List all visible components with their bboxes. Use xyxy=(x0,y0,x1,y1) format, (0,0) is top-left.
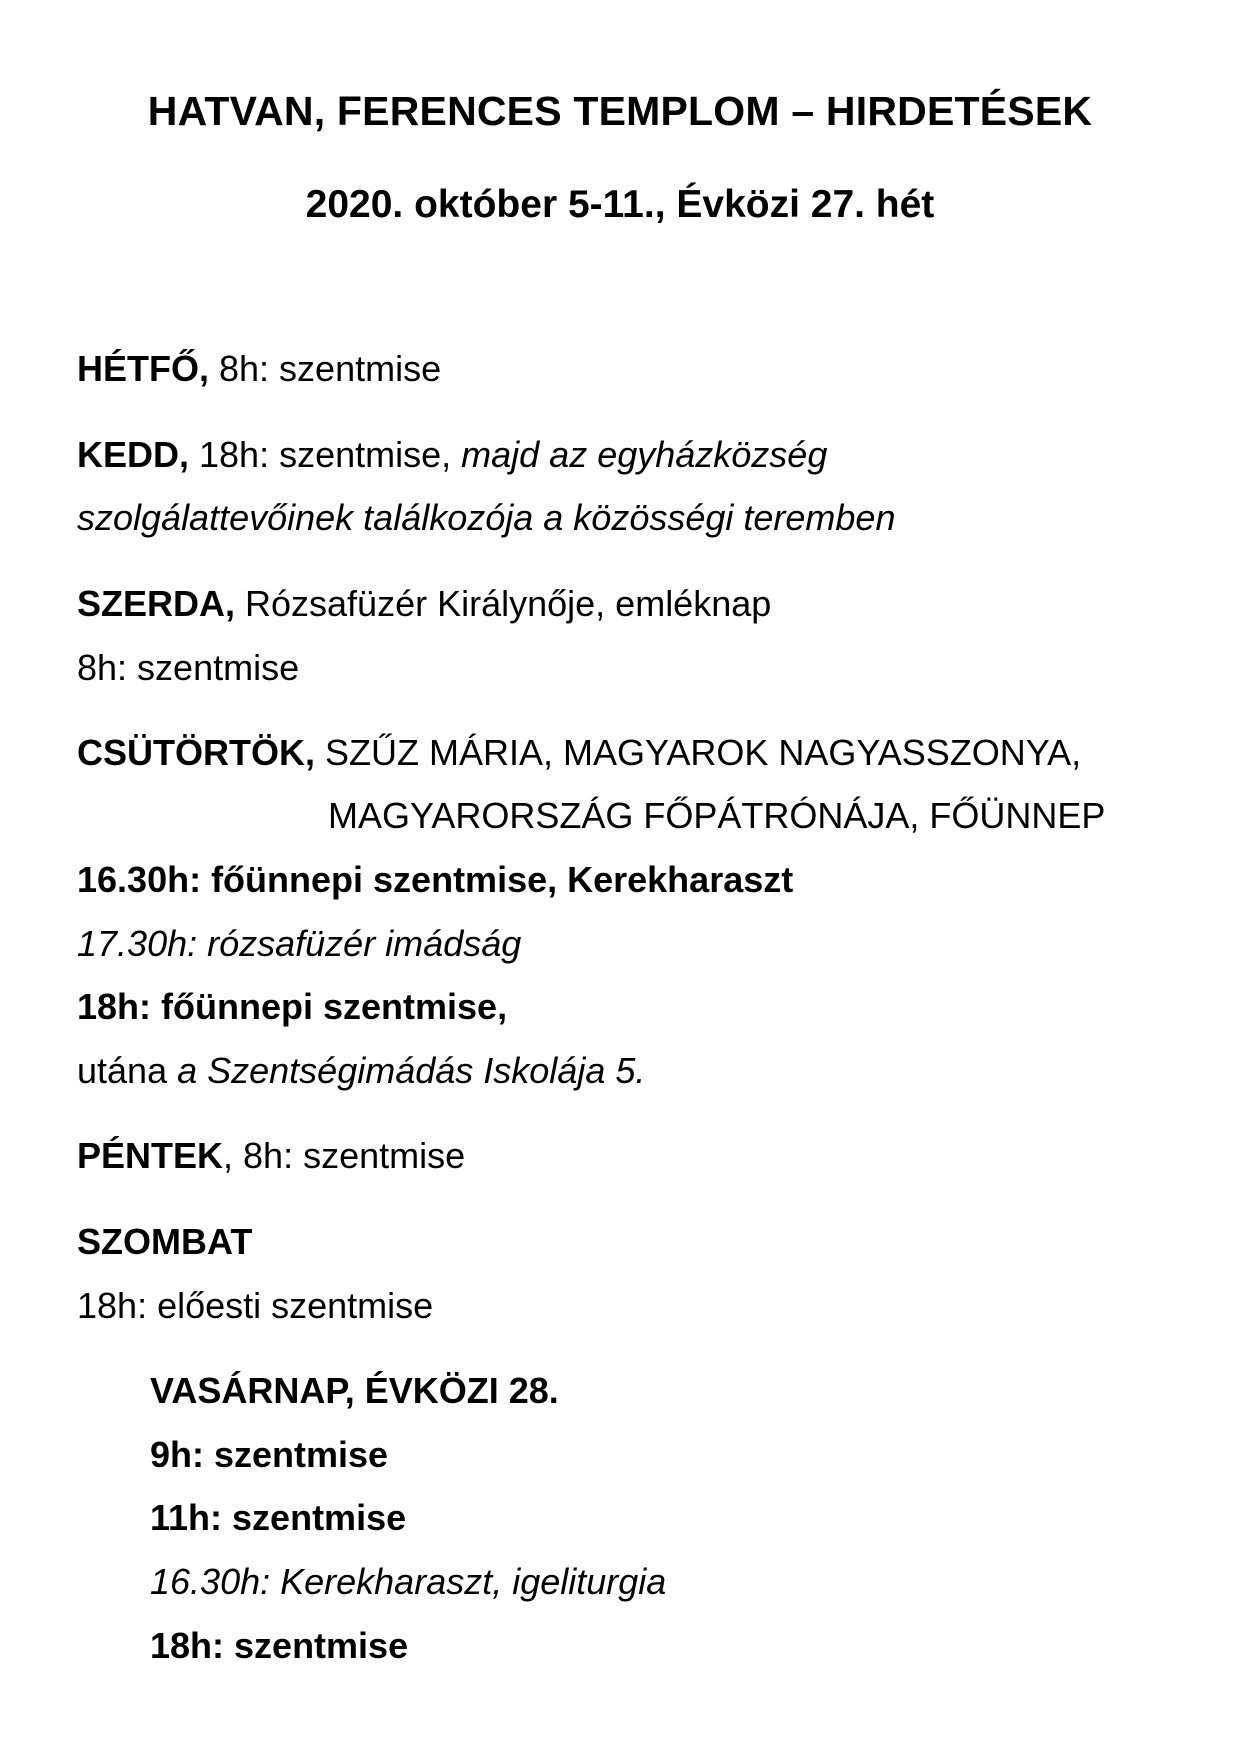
sunday-mass-1 xyxy=(150,1434,389,1475)
thursday-mass-2-text: 18h: főünnepi szentmise, xyxy=(77,986,508,1027)
thursday-after-plain: utána xyxy=(77,1050,168,1091)
saturday-mass: 18h: előesti szentmise xyxy=(77,1285,434,1326)
tuesday-day: KEDD, xyxy=(77,434,190,475)
sunday-mass-2 xyxy=(150,1497,407,1538)
monday-text: 8h: szentmise xyxy=(209,348,442,389)
sunday-day: VASÁRNAP, ÉVKÖZI 28. xyxy=(150,1370,559,1411)
tuesday-italic-1: majd az egyházközség xyxy=(451,434,828,475)
wednesday-line xyxy=(77,583,772,624)
thursday-feast-2: MAGYARORSZÁG FŐPÁTRÓNÁJA, FŐÜNNEP xyxy=(328,795,1106,836)
sunday-mass-3 xyxy=(150,1625,409,1666)
sunday-line xyxy=(150,1370,559,1411)
sunday-mass-2-text: 11h: szentmise xyxy=(150,1497,407,1538)
tuesday-line-2 xyxy=(77,497,896,538)
thursday-after-italic: a Szentségimádás Iskolája 5. xyxy=(167,1050,646,1091)
thursday-mass-1-text: 16.30h: főünnepi szentmise, Kerekharaszt xyxy=(77,859,794,900)
thursday-rosary-text: 17.30h: rózsafüzér imádság xyxy=(77,923,522,964)
monday-day: HÉTFŐ, xyxy=(77,348,209,389)
sunday-mass-3-text: 18h: szentmise xyxy=(150,1625,409,1666)
saturday-day: SZOMBAT xyxy=(77,1221,253,1262)
thursday-line xyxy=(77,732,1082,773)
thursday-mass-1 xyxy=(77,859,794,900)
friday-day: PÉNTEK xyxy=(77,1135,224,1176)
page-subtitle: 2020. október 5-11., Évközi 27. hét xyxy=(305,183,935,226)
thursday-after xyxy=(77,1050,646,1091)
wednesday-mass: 8h: szentmise xyxy=(77,647,300,688)
tuesday-italic-2: szolgálattevőinek találkozója a közösségi teremben xyxy=(77,497,896,538)
saturday-line xyxy=(77,1221,253,1262)
thursday-mass-2 xyxy=(77,986,508,1027)
sunday-mass-1-text: 9h: szentmise xyxy=(150,1434,389,1475)
thursday-feast-1: SZŰZ MÁRIA, MAGYAROK NAGYASSZONYA, xyxy=(315,732,1082,773)
sunday-liturgy xyxy=(150,1561,667,1602)
tuesday-line xyxy=(77,434,828,475)
page-title: HATVAN, FERENCES TEMPLOM – HIRDETÉSEK xyxy=(147,88,1093,134)
wednesday-day: SZERDA, xyxy=(77,583,236,624)
wednesday-text: Rózsafüzér Királynője, emléknap xyxy=(235,583,772,624)
thursday-day: CSÜTÖRTÖK, xyxy=(77,732,315,773)
sunday-liturgy-text: 16.30h: Kerekharaszt, igeliturgia xyxy=(150,1561,667,1602)
friday-line xyxy=(77,1135,466,1176)
friday-text: , 8h: szentmise xyxy=(223,1135,466,1176)
monday-line xyxy=(77,348,442,389)
tuesday-text: 18h: szentmise, xyxy=(189,434,452,475)
thursday-rosary xyxy=(77,923,522,964)
